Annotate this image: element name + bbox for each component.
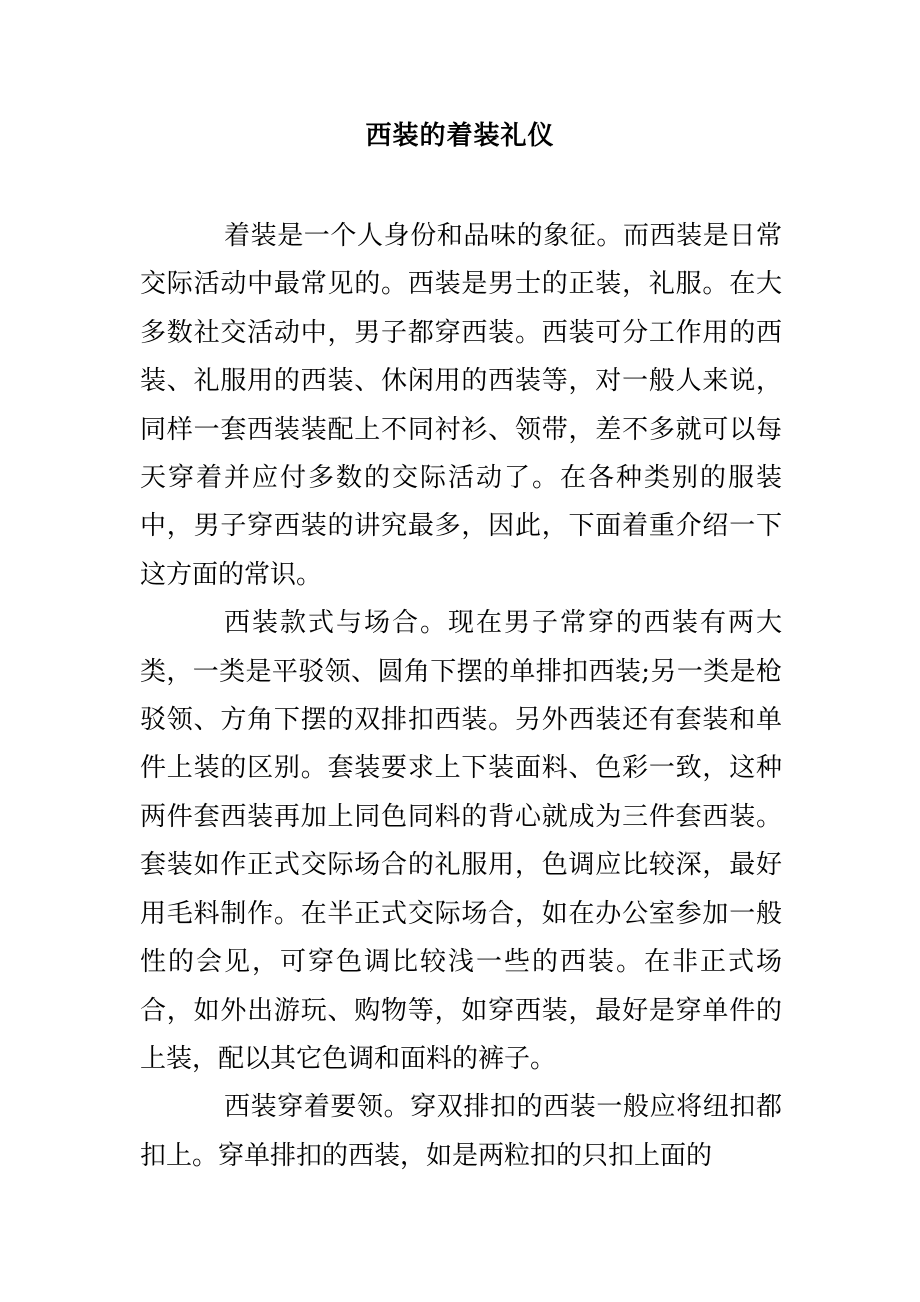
paragraph-wearing-essentials: 西装穿着要领。穿双排扣的西装一般应将纽扣都扣上。穿单排扣的西装，如是两粒扣的只扣上面的 bbox=[140, 1092, 782, 1171]
paragraph-intro: 着装是一个人身份和品味的象征。而西装是日常交际活动中最常见的。西装是男士的正装，礼服。在大多数社交活动中，男子都穿西装。西装可分工作用的西装、礼服用的西装、休闲用的西装等，对一般人来说，同样一套西装装配上不同衬衫、领带，差不多就可以每天穿着并应付多数的交际活动了。在各种类别的服装中，男子穿西装的讲究最多，因此，下面着重介绍一下这方面的常识。 bbox=[140, 221, 782, 590]
document-body bbox=[140, 212, 782, 1180]
document-title: 西装的着装礼仪 bbox=[365, 121, 555, 151]
paragraph-styles-and-occasions: 西装款式与场合。现在男子常穿的西装有两大类，一类是平驳领、圆角下摆的单排扣西装;另一类是枪驳领、方角下摆的双排扣西装。另外西装还有套装和单件上装的区别。套装要求上下装面料、色彩一致，这种两件套西装再加上同色同料的背心就成为三件套西装。套装如作正式交际场合的礼服用，色调应比较深，最好用毛料制作。在半正式交际场合，如在办公室参加一般性的会见，可穿色调比较浅一些的西装。在非正式场合，如外出游玩、购物等，如穿西装，最好是穿单件的上装，配以其它色调和面料的裤子。 bbox=[140, 608, 782, 1074]
